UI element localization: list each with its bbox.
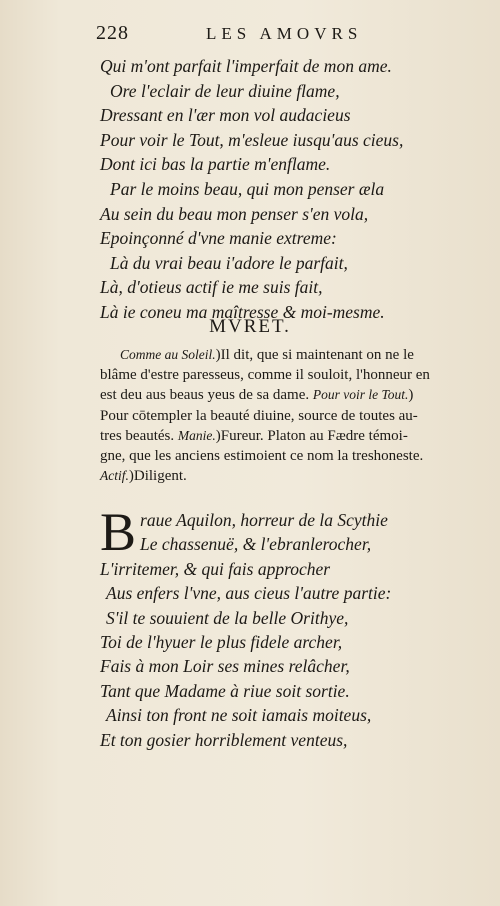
verse-line: Fais à mon Loir ses mines relâcher,	[100, 656, 350, 677]
verse-line: Par le moins beau, qui mon penser æla	[110, 178, 385, 199]
verse-line: Toi de l'hyuer le plus fidele archer,	[100, 631, 343, 652]
verse-line: raue Aquilon, horreur de la Scythie	[140, 510, 388, 530]
commentary-text: tres beautés.	[100, 427, 175, 444]
verse-line: Là du vrai beau i'adore le parfait,	[110, 252, 348, 273]
verse-line: Dont ici bas la partie m'enflame.	[100, 154, 331, 175]
commentary-text: )Diligent.	[128, 468, 187, 485]
commentary-line	[100, 345, 430, 365]
commentary-text: )Fureur. Platon au Fædre témoi-	[215, 427, 408, 444]
page-number: 228	[96, 22, 129, 44]
commentary-line	[100, 365, 430, 385]
commentary-text: est deu aus beaus yeus de sa dame.	[100, 387, 310, 404]
verse-line: Dressant en l'ær mon vol audacieus	[100, 105, 351, 126]
commentary-text: blâme d'estre paresseus, comme il souloit, l'honneur en	[100, 367, 430, 384]
page-header	[96, 22, 436, 46]
commentary-block	[100, 345, 430, 486]
commentary-line	[100, 385, 430, 405]
verse-line: Tant que Madame à riue soit sortie.	[100, 680, 350, 701]
verse-line: Là, d'otieus actif ie me suis fait,	[100, 277, 323, 298]
commentary-line	[100, 446, 430, 466]
verse-line: Epoinçonné d'vne manie extreme:	[100, 228, 337, 249]
commentary-lemma: Pour voir le Tout.	[312, 387, 409, 403]
verse-line: Le chassenuë, & l'ebranlerocher,	[140, 534, 372, 555]
section-heading: MVRET.	[209, 316, 291, 337]
commentary-lemma: Actif.	[100, 468, 129, 484]
verse-line: Là ie coneu ma maîtresse & moi-mesme.	[100, 301, 385, 322]
commentary-line	[100, 426, 430, 446]
sonnet-verse	[100, 54, 440, 325]
commentary-text: )	[408, 387, 414, 404]
verse-line: Ainsi ton front ne soit iamais moiteus,	[106, 705, 372, 726]
verse-line: Au sein du beau mon penser s'en vola,	[100, 203, 369, 224]
commentary-line	[100, 466, 430, 486]
verse-line: Ore l'eclair de leur diuine flame,	[110, 80, 340, 101]
verse-line: Pour voir le Tout, m'esleue iusqu'aus cieus,	[100, 129, 404, 150]
running-title: LES AMOVRS	[206, 24, 363, 43]
verse-line: S'il te souuient de la belle Orithye,	[106, 607, 349, 628]
commentary-text: Pour cōtempler la beauté diuine, source de toutes au-	[100, 407, 418, 424]
commentary-line	[100, 406, 430, 426]
verse-line: Qui m'ont parfait l'imperfait de mon ame.	[100, 56, 392, 76]
commentary-text: gne, que les anciens estimoient ce nom la treshoneste.	[100, 447, 424, 464]
commentary-lemma: Manie.	[177, 427, 216, 443]
commentary-lemma: Comme au Soleil.	[120, 347, 216, 362]
commentary-text: )Il dit, que si maintenant on ne le	[215, 347, 414, 363]
verse-line: Aus enfers l'vne, aus cieus l'autre partie:	[106, 583, 392, 604]
ode-verse	[100, 502, 430, 752]
drop-capital: B	[100, 502, 137, 562]
verse-line: L'irritemer, & qui fais approcher	[100, 558, 331, 579]
verse-line: Et ton gosier horriblement venteus,	[100, 729, 348, 750]
